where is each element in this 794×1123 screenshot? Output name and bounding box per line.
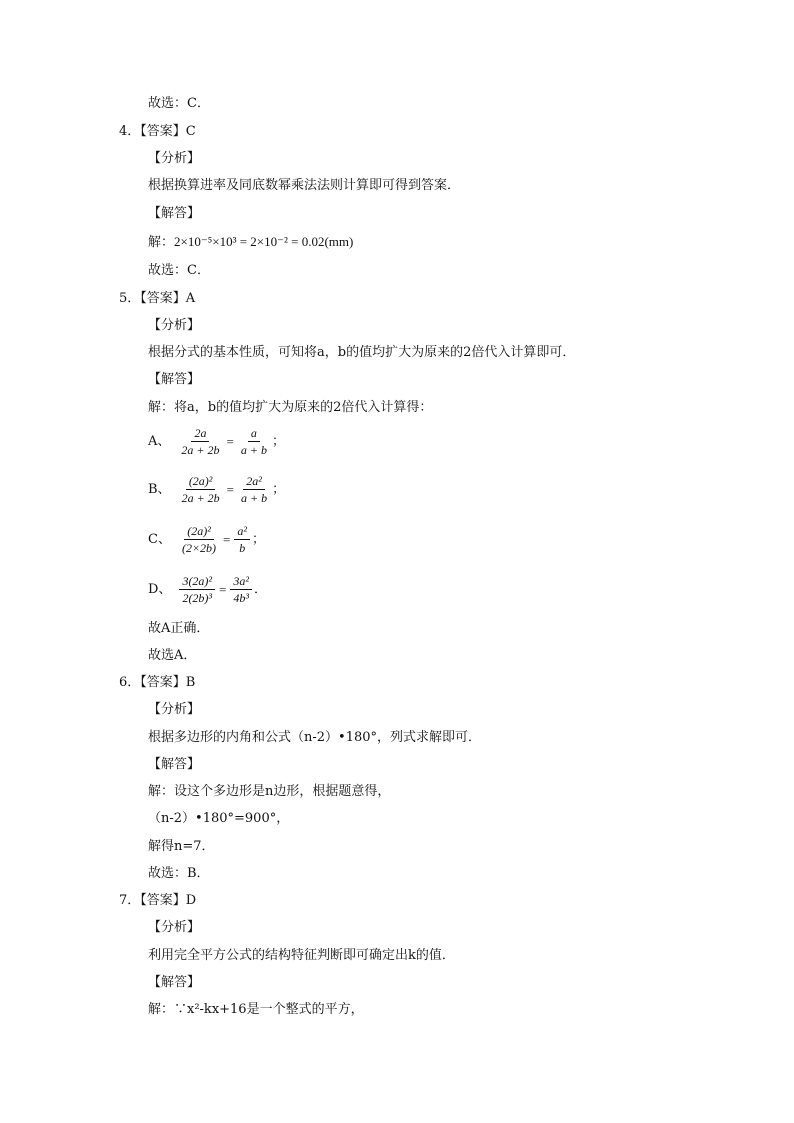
option-c-fraction-left: [179, 524, 219, 555]
previous-conclusion: 故选：C．: [148, 96, 210, 111]
fraction-denominator: (2×2b): [181, 541, 217, 555]
q4-solution-line: [148, 234, 353, 251]
q6-solution-line-2: （n-2）•180°=900°，: [148, 811, 290, 826]
q5-conclusion: 故选A．: [148, 648, 197, 663]
option-d-label: D、: [148, 581, 172, 597]
fraction-numerator: (2a)²: [186, 474, 216, 490]
fraction-numerator: 2a²: [243, 474, 265, 490]
q5-analysis-tag: 【分析】: [148, 318, 201, 333]
q4-conclusion: 故选：C．: [148, 263, 210, 278]
fraction-denominator: a + b: [241, 491, 268, 505]
option-a-end: ；: [271, 433, 285, 449]
option-d-end: ．: [253, 581, 267, 597]
q4-analysis-tag: 【分析】: [148, 151, 201, 166]
fraction-denominator: b: [239, 541, 246, 555]
option-b: B、 $\frac{\text{(2a)²}}{2a + 2b}$ = $\frac{\text{2a²}}{a + b}$ ；: [148, 474, 286, 505]
q4-solution-tag: 【解答】: [148, 206, 201, 221]
q4-solution-prefix: 解：: [148, 235, 175, 250]
fraction-numerator: a²: [234, 524, 250, 540]
q4-solution-expression: 2×10⁻⁵×10³ = 2×10⁻² = 0.02(mm): [174, 234, 354, 249]
option-c: C、 $\frac{\text{(2a)²}}{(2\times 2b)}$ = $\frac{\text{a²}}{b}$ ；: [148, 524, 266, 555]
q6-solution-tag: 【解答】: [148, 757, 201, 772]
q6-analysis-text: 根据多边形的内角和公式（n-2）•180°，列式求解即可．: [148, 730, 482, 745]
q6-conclusion: 故选：B．: [148, 866, 210, 881]
fraction-denominator: 4b³: [233, 591, 249, 605]
q7-solution-line-1: 解：∵x²-kx+16是一个整式的平方，: [148, 1002, 364, 1017]
option-a-fraction-right: [238, 426, 270, 457]
q6-analysis-tag: 【分析】: [148, 702, 201, 717]
option-b-end: ；: [272, 481, 286, 497]
q5-answer-heading: 5．【答案】A: [119, 291, 196, 306]
fraction-denominator: 2a + 2b: [181, 491, 220, 505]
option-c-label: C、: [148, 531, 171, 547]
q5-note: 故A正确．: [148, 621, 210, 636]
fraction-numerator: 3a²: [230, 574, 252, 590]
fraction-numerator: 2a: [191, 426, 209, 442]
option-b-fraction-left: [179, 474, 223, 505]
option-d: D、 $\frac{\text{3(2a)²}}{\text{2(2b)³}}$ = $\frac{\text{3a²}}{\text{4b³}}$ ．: [148, 574, 267, 605]
q6-answer-heading: 6．【答案】B: [119, 675, 196, 690]
option-c-fraction-right: [234, 524, 250, 555]
q5-solution-text: 解：将a，b的值均扩大为原来的2倍代入计算得：: [148, 400, 433, 415]
fraction-denominator: 2(2b)³: [182, 591, 213, 605]
fraction-denominator: a + b: [240, 443, 267, 457]
option-a: A、 $\frac{2a}{2a + 2b}$ = $\frac{a}{a + b}$ ；: [148, 426, 285, 457]
option-d-fraction-right: [230, 574, 252, 605]
option-b-fraction-right: [238, 474, 270, 505]
q4-answer-heading: 4．【答案】C: [119, 124, 196, 139]
q4-analysis-text: 根据换算进率及同底数幂乘法法则计算即可得到答案．: [148, 178, 461, 193]
q7-analysis-tag: 【分析】: [148, 920, 201, 935]
q7-solution-tag: 【解答】: [148, 975, 201, 990]
option-c-end: ；: [252, 531, 266, 547]
fraction-numerator: (2a)²: [184, 524, 214, 540]
q7-analysis-text: 利用完全平方公式的结构特征判断即可确定出k的值．: [148, 948, 455, 963]
option-a-fraction-left: [178, 426, 222, 457]
q6-solution-line-3: 解得n=7．: [148, 839, 215, 854]
option-b-label: B、: [148, 481, 171, 497]
q5-solution-tag: 【解答】: [148, 372, 201, 387]
q6-solution-line-1: 解：设这个多边形是n边形，根据题意得，: [148, 784, 391, 799]
fraction-numerator: 3(2a)²: [179, 574, 215, 590]
fraction-denominator: 2a + 2b: [181, 443, 220, 457]
q5-analysis-text: 根据分式的基本性质，可知将a，b的值均扩大为原来的2倍代入计算即可．: [148, 345, 576, 360]
option-a-label: A、: [148, 433, 171, 449]
fraction-numerator: a: [248, 426, 260, 442]
q7-answer-heading: 7．【答案】D: [119, 893, 197, 908]
option-d-fraction-left: [179, 574, 215, 605]
